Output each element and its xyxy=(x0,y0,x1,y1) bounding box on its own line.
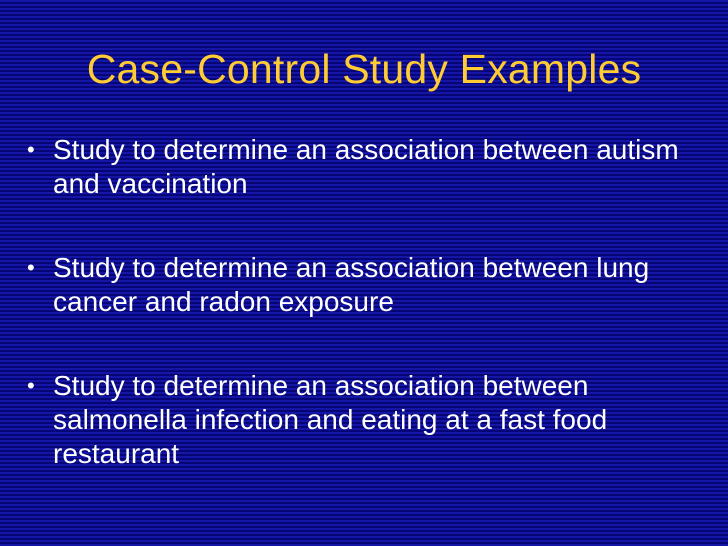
bullet-item xyxy=(27,369,717,471)
bullet-text: Study to determine an association between autism and vaccination xyxy=(53,134,679,199)
bullet-text: Study to determine an association between salmonella infection and eating at a fast food restaurant xyxy=(53,370,608,469)
bullet-icon: • xyxy=(27,255,35,280)
bullet-item xyxy=(27,251,717,319)
bullet-item xyxy=(27,133,717,201)
slide-title: Case-Control Study Examples xyxy=(86,46,642,92)
bullet-list xyxy=(27,133,717,471)
bullet-text: Study to determine an association between lung cancer and radon exposure xyxy=(53,252,650,317)
bullet-icon: • xyxy=(27,137,35,162)
bullet-icon: • xyxy=(27,373,35,398)
